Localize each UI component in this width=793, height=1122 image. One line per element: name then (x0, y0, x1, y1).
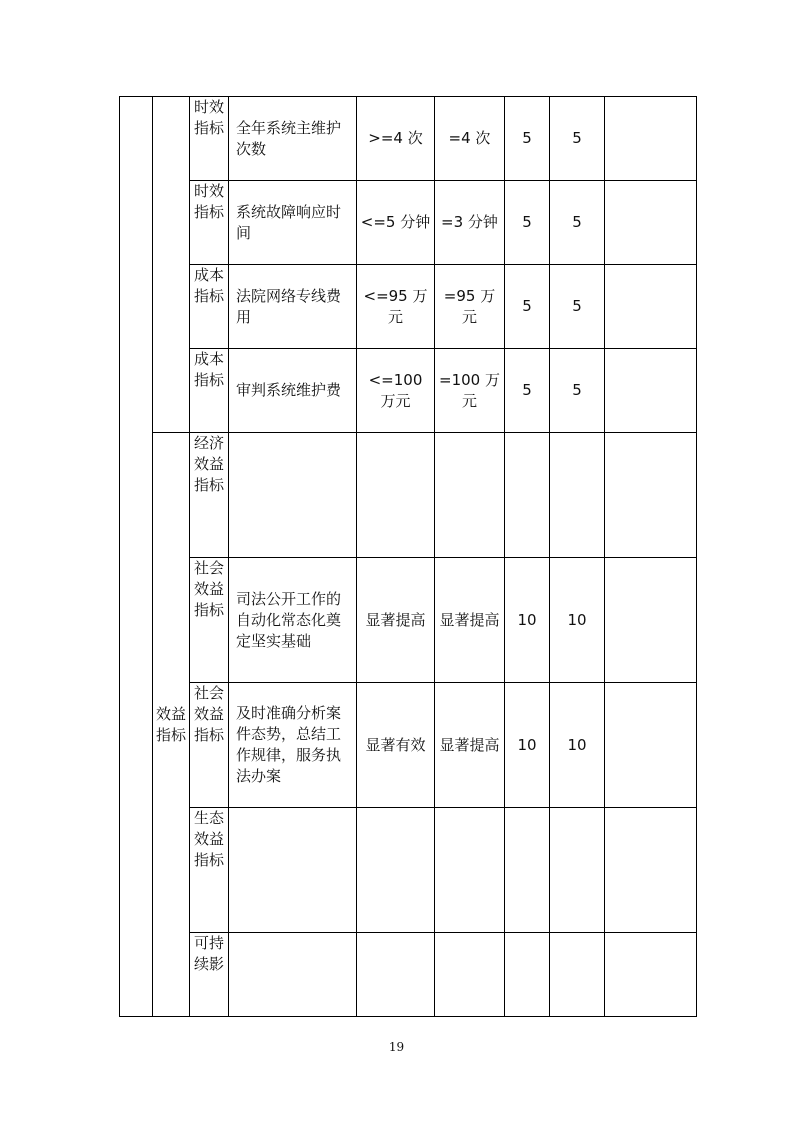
target-cell (357, 808, 435, 933)
weight-cell (505, 433, 550, 558)
score-cell: 10 (550, 558, 605, 683)
score-cell: 5 (550, 97, 605, 181)
actual-cell: =95 万元 (435, 265, 505, 349)
subcategory-cell: 可持续影 (190, 933, 229, 1017)
subcategory-cell: 社会效益指标 (190, 683, 229, 808)
indicator-cell (229, 433, 357, 558)
table-row (120, 933, 697, 1017)
target-cell: 显著有效 (357, 683, 435, 808)
score-cell: 5 (550, 349, 605, 433)
subcategory-cell: 成本指标 (190, 265, 229, 349)
level1-cell (120, 97, 153, 1017)
subcategory-cell: 成本指标 (190, 349, 229, 433)
subcategory-cell: 社会效益指标 (190, 558, 229, 683)
score-cell: 5 (550, 181, 605, 265)
table-row (120, 97, 697, 181)
note-cell (605, 97, 697, 181)
performance-indicator-table (119, 96, 697, 1017)
indicator-cell: 全年系统主维护次数 (229, 97, 357, 181)
score-cell (550, 808, 605, 933)
note-cell (605, 181, 697, 265)
actual-cell (435, 933, 505, 1017)
indicator-cell: 及时准确分析案件态势，总结工作规律，服务执法办案 (229, 683, 357, 808)
note-cell (605, 558, 697, 683)
subcategory-cell: 时效指标 (190, 181, 229, 265)
indicator-cell: 司法公开工作的自动化常态化奠定坚实基础 (229, 558, 357, 683)
indicator-cell: 系统故障响应时间 (229, 181, 357, 265)
weight-cell: 5 (505, 97, 550, 181)
note-cell (605, 808, 697, 933)
table-row (120, 808, 697, 933)
indicator-cell: 审判系统维护费 (229, 349, 357, 433)
target-cell: 显著提高 (357, 558, 435, 683)
indicator-cell: 法院网络专线费用 (229, 265, 357, 349)
indicator-cell (229, 933, 357, 1017)
actual-cell: =100 万元 (435, 349, 505, 433)
table-row (120, 433, 697, 558)
actual-cell: =4 次 (435, 97, 505, 181)
score-cell (550, 433, 605, 558)
target-cell (357, 933, 435, 1017)
weight-cell: 10 (505, 683, 550, 808)
subcategory-cell: 经济效益指标 (190, 433, 229, 558)
target-cell: >=4 次 (357, 97, 435, 181)
weight-cell: 5 (505, 349, 550, 433)
note-cell (605, 933, 697, 1017)
note-cell (605, 433, 697, 558)
actual-cell: =3 分钟 (435, 181, 505, 265)
page-number: 19 (388, 1040, 405, 1054)
level2-cell-blank (153, 97, 190, 433)
actual-cell: 显著提高 (435, 683, 505, 808)
indicator-cell (229, 808, 357, 933)
weight-cell (505, 933, 550, 1017)
target-cell (357, 433, 435, 558)
note-cell (605, 265, 697, 349)
subcategory-cell: 生态效益指标 (190, 808, 229, 933)
weight-cell: 5 (505, 265, 550, 349)
table-row (120, 683, 697, 808)
actual-cell: 显著提高 (435, 558, 505, 683)
table-row (120, 181, 697, 265)
score-cell: 10 (550, 683, 605, 808)
actual-cell (435, 433, 505, 558)
actual-cell (435, 808, 505, 933)
table-row (120, 558, 697, 683)
weight-cell: 5 (505, 181, 550, 265)
score-cell: 5 (550, 265, 605, 349)
weight-cell (505, 808, 550, 933)
table-row (120, 349, 697, 433)
weight-cell: 10 (505, 558, 550, 683)
score-cell (550, 933, 605, 1017)
target-cell: <=5 分钟 (357, 181, 435, 265)
target-cell: <=100 万元 (357, 349, 435, 433)
target-cell: <=95 万元 (357, 265, 435, 349)
note-cell (605, 683, 697, 808)
table-row (120, 265, 697, 349)
note-cell (605, 349, 697, 433)
subcategory-cell: 时效指标 (190, 97, 229, 181)
level2-cell: 效益指标 (153, 433, 190, 1017)
